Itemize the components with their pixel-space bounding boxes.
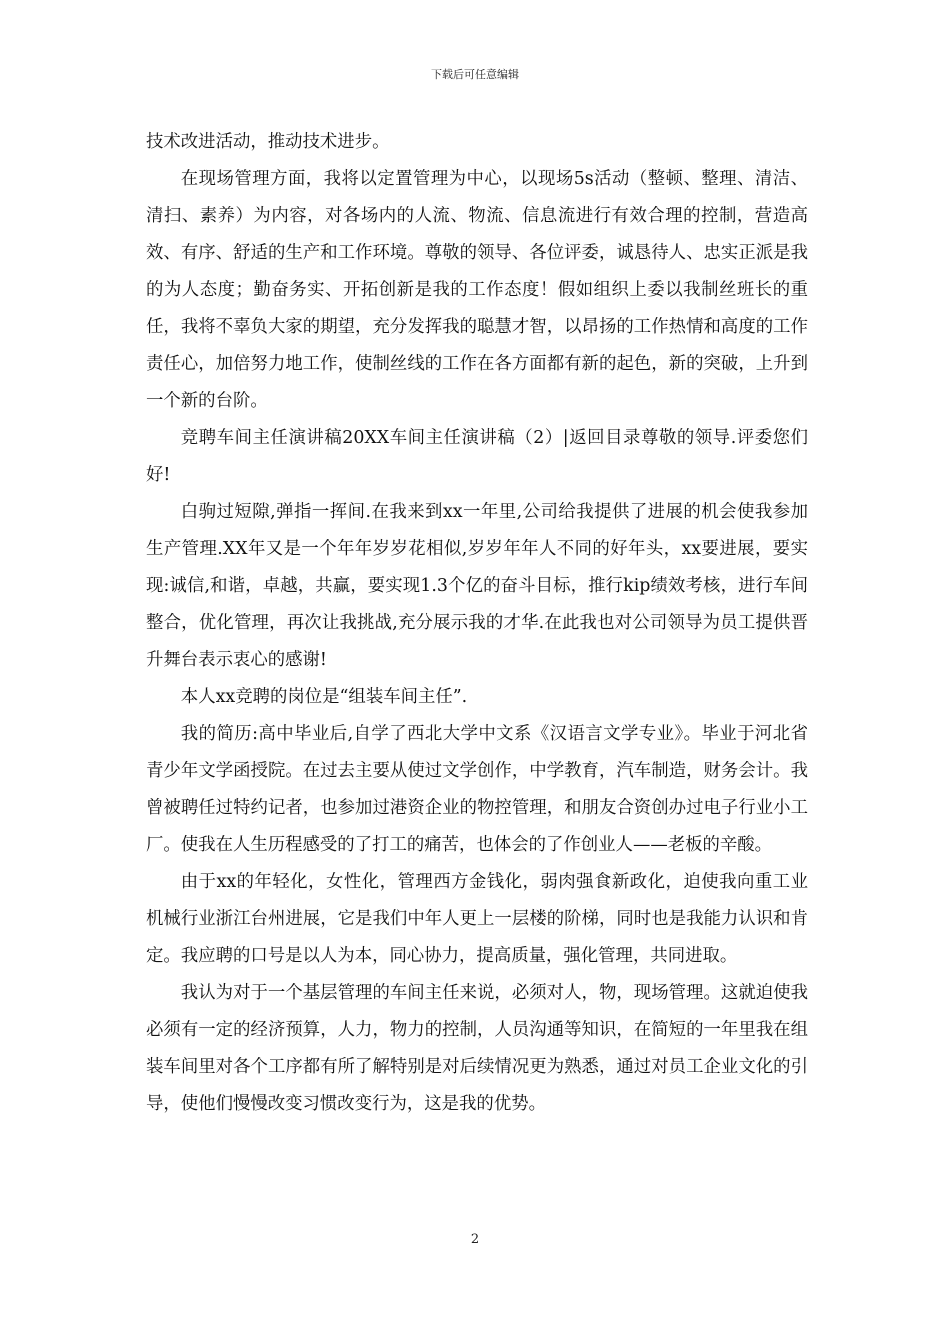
page-header: 下载后可任意编辑 [431,68,519,81]
paragraph-speech-title: 竞聘车间主任演讲稿20XX车间主任演讲稿（2）|返回目录尊敬的领导.评委您们好! [146,428,808,485]
paragraph-opening: 白驹过短隙,弹指一挥间.在我来到xx一年里,公司给我提供了进展的机会使我参加生产管理.XX年又是一个年年岁岁花相似,岁岁年年人不同的好年头，xx要进展，要实现:诚信,和谐，卓越，共赢，要实现1.3个亿的奋斗目标，推行kip绩效考核，进行车间整合，优化管理，再次让我挑战,充分展示我的才华.在此我也对公司领导为员工提供晋升舞台表示衷心的感谢! [146,502,808,670]
document-body [146,124,808,1123]
paragraph-position: 本人xx竞聘的岗位是“组装车间主任”. [180,687,468,707]
paragraph-continuation: 技术改进活动，推动技术进步。 [146,132,390,152]
paragraph-resume: 我的简历:高中毕业后,自学了西北大学中文系《汉语言文学专业》。毕业于河北省青少年文学函授院。在过去主要从使过文学创作，中学教育，汽车制造，财务会计。我曾被聘任过特约记者，也参加过港资企业的物控管理，和朋友合资创办过电子行业小工厂。使我在人生历程感受的了打工的痛苦，也体会的了作创业人——老板的辛酸。 [146,724,808,855]
paragraph-advantages: 我认为对于一个基层管理的车间主任来说，必须对人，物，现场管理。这就迫使我必须有一定的经济预算，人力，物力的控制，人员沟通等知识，在简短的一年里我在组装车间里对各个工序都有所了解特别是对后续情况更为熟悉，通过对员工企业文化的引导，使他们慢慢改变习惯改变行为，这是我的优势。 [146,983,808,1114]
paragraph-motivation: 由于xx的年轻化，女性化，管理西方金钱化，弱肉强食新政化，迫使我向重工业机械行业浙江台州进展，它是我们中年人更上一层楼的阶梯，同时也是我能力认识和肯定。我应聘的口号是以人为本，同心协力，提高质量，强化管理，共同进取。 [146,872,808,966]
page-number: 2 [470,1232,480,1247]
paragraph-site-management: 在现场管理方面，我将以定置管理为中心，以现场5s活动（整顿、整理、清洁、清扫、素养）为内容，对各场内的人流、物流、信息流进行有效合理的控制，营造高效、有序、舒适的生产和工作环境。尊敬的领导、各位评委，诚恳待人、忠实正派是我的为人态度；勤奋务实、开拓创新是我的工作态度！假如组织上委以我制丝班长的重任，我将不辜负大家的期望，充分发挥我的聪慧才智，以昂扬的工作热情和高度的工作责任心，加倍努力地工作，使制丝线的工作在各方面都有新的起色，新的突破，上升到一个新的台阶。 [146,169,808,411]
